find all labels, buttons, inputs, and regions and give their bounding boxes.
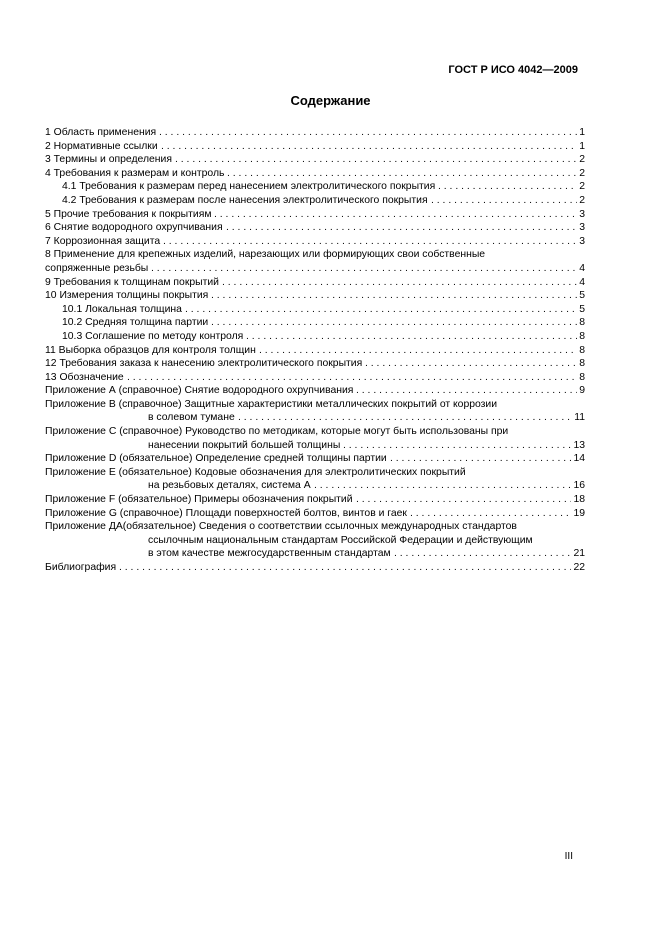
toc-entry[interactable] [45,466,585,480]
toc-entry[interactable] [45,208,585,222]
toc-entry[interactable] [45,479,585,493]
toc-entry[interactable] [45,248,585,262]
toc-dot-leader [151,262,577,276]
toc-entry-title: Приложение F (обязательное) Примеры обозначения покрытий [45,494,353,506]
toc-entry-title: 9 Требования к толщинам покрытий [45,276,219,288]
toc-entry[interactable] [45,262,585,276]
toc-entry[interactable] [45,493,585,507]
toc-dot-leader [163,235,577,249]
toc-entry[interactable] [45,330,585,344]
toc-entry-title: 12 Требования заказа к нанесению электролитического покрытия [45,358,363,370]
toc-entry-page: 8 [579,344,585,356]
toc-entry[interactable] [45,357,585,371]
toc-entry-page: 1 [579,127,585,138]
toc-dot-leader [356,493,571,507]
toc-entry[interactable] [45,425,585,439]
toc-entry-page: 13 [573,439,585,451]
document-standard-number: ГОСТ Р ИСО 4042—2009 [448,64,578,76]
toc-dot-leader [259,344,577,358]
toc-entry-title: в этом качестве межгосударственным стандартам [148,548,391,560]
toc-entry-title: Приложение G (справочное) Площади поверхностей болтов, винтов и гаек [45,507,407,519]
toc-entry-title: 7 Коррозионная защита [45,235,161,247]
table-of-contents [45,126,585,575]
toc-entry-page: 8 [579,330,585,342]
toc-dot-leader [222,276,577,290]
page-title: Содержание [290,93,371,108]
toc-entry-page: 21 [573,548,585,560]
toc-entry[interactable] [45,276,585,290]
toc-dot-leader [175,153,577,167]
toc-entry[interactable] [45,439,585,453]
toc-entry-title: 10.1 Локальная толщина [62,303,182,315]
toc-entry-title: Приложение А (справочное) Снятие водородного охрупчивания [45,385,354,397]
toc-entry[interactable] [45,194,585,208]
toc-entry-title: Приложение ДА(обязательное) Сведения о соответствии ссылочных международных стандартов [45,521,517,533]
toc-entry-page: 3 [579,208,585,220]
toc-entry-title: 4 Требования к размерам и контроль [45,167,225,179]
toc-dot-leader [343,439,571,453]
toc-entry-page: 11 [574,412,585,424]
toc-entry-title: 4.1 Требования к размерам перед нанесением электролитического покрытия [62,181,436,193]
toc-entry-page: 18 [573,494,585,506]
toc-entry-page: 3 [579,235,585,247]
toc-entry[interactable] [45,316,585,330]
toc-entry[interactable] [45,507,585,521]
toc-entry[interactable] [45,153,585,167]
toc-entry-page: 16 [573,480,585,492]
toc-entry-title: ссылочным национальным стандартам Российской Федерации и действующим [148,534,533,546]
toc-entry-title: 8 Применение для крепежных изделий, нарезающих или формирующих свои собственные [45,249,486,261]
toc-entry-title: 4.2 Требования к размерам после нанесения электролитического покрытия [62,194,428,206]
toc-entry-title: 5 Прочие требования к покрытиям [45,208,212,220]
toc-entry-title: 13 Обозначение [45,371,124,383]
toc-dot-leader [390,452,571,466]
toc-entry-title: Библиография [45,562,117,573]
toc-dot-leader [410,507,571,521]
toc-entry-title: Приложение В (справочное) Защитные характеристики металлических покрытий от коррозии [45,398,498,410]
toc-entry-title: 2 Нормативные ссылки [45,140,158,152]
toc-entry-title: Приложение Е (обязательное) Кодовые обозначения для электролитических покрытий [45,466,466,478]
toc-dot-leader [394,547,571,561]
toc-entry-title: 1 Область применения [45,127,157,138]
toc-dot-leader [211,316,577,330]
toc-entry-title: в солевом тумане [148,412,235,424]
toc-entry-page: 9 [579,385,585,397]
toc-dot-leader [356,384,577,398]
toc-entry[interactable] [45,221,585,235]
toc-entry[interactable] [45,520,585,534]
toc-dot-leader [431,194,577,208]
toc-dot-leader [211,289,577,303]
toc-entry-page: 1 [579,140,585,152]
toc-entry[interactable] [45,167,585,181]
toc-dot-leader [185,303,577,317]
toc-dot-leader [127,371,577,385]
toc-entry[interactable] [45,561,585,575]
toc-entry-page: 4 [579,276,585,288]
toc-dot-leader [227,167,577,181]
toc-entry-title: нанесении покрытий большей толщины [148,439,341,451]
toc-dot-leader [365,357,577,371]
toc-entry[interactable] [45,411,585,425]
toc-entry-title: 10 Измерения толщины покрытия [45,290,209,302]
toc-entry[interactable] [45,235,585,249]
toc-dot-leader [226,221,577,235]
toc-entry[interactable] [45,452,585,466]
toc-dot-leader [161,140,577,154]
toc-entry[interactable] [45,398,585,412]
toc-entry[interactable] [45,289,585,303]
toc-dot-leader [214,208,577,222]
toc-dot-leader [119,561,571,575]
toc-entry-title: 10.2 Средняя толщина партии [62,317,209,329]
toc-entry[interactable] [45,344,585,358]
toc-entry-page: 14 [573,453,585,465]
toc-entry-page: 2 [579,194,585,206]
toc-entry-title: 10.3 Соглашение по методу контроля [62,330,244,342]
toc-entry[interactable] [45,126,585,140]
toc-entry-page: 2 [579,181,585,193]
toc-entry-page: 22 [573,562,585,573]
toc-entry-page: 8 [579,371,585,383]
toc-entry-title: 6 Снятие водородного охрупчивания [45,222,223,234]
toc-entry-title: Приложение D (обязательное) Определение средней толщины партии [45,453,387,465]
toc-entry-title: 3 Термины и определения [45,154,172,166]
toc-entry-page: 8 [579,358,585,370]
toc-entry[interactable] [45,534,585,548]
toc-entry-page: 3 [579,222,585,234]
toc-entry[interactable] [45,180,585,194]
toc-entry-page: 19 [573,507,585,519]
toc-entry-title: Приложение С (справочное) Руководство по методикам, которые могут быть использованы при [45,426,509,438]
toc-entry[interactable] [45,140,585,154]
toc-entry-title: 11 Выборка образцов для контроля толщин [45,344,256,356]
toc-entry-page: 8 [579,317,585,329]
toc-entry[interactable] [45,384,585,398]
toc-entry-page: 5 [579,290,585,302]
toc-entry-title: сопряженные резьбы [45,262,149,274]
toc-dot-leader [314,479,571,493]
toc-dot-leader [238,411,572,425]
toc-entry[interactable] [45,371,585,385]
toc-entry[interactable] [45,303,585,317]
toc-entry-page: 5 [579,303,585,315]
toc-entry-title: на резьбовых деталях, система А [148,480,311,492]
toc-dot-leader [438,180,577,194]
page-number: III [564,851,573,862]
toc-entry-page: 4 [579,262,585,274]
toc-entry[interactable] [45,547,585,561]
toc-dot-leader [159,126,577,140]
toc-entry-page: 2 [579,167,585,179]
toc-dot-leader [246,330,577,344]
toc-entry-page: 2 [579,154,585,166]
